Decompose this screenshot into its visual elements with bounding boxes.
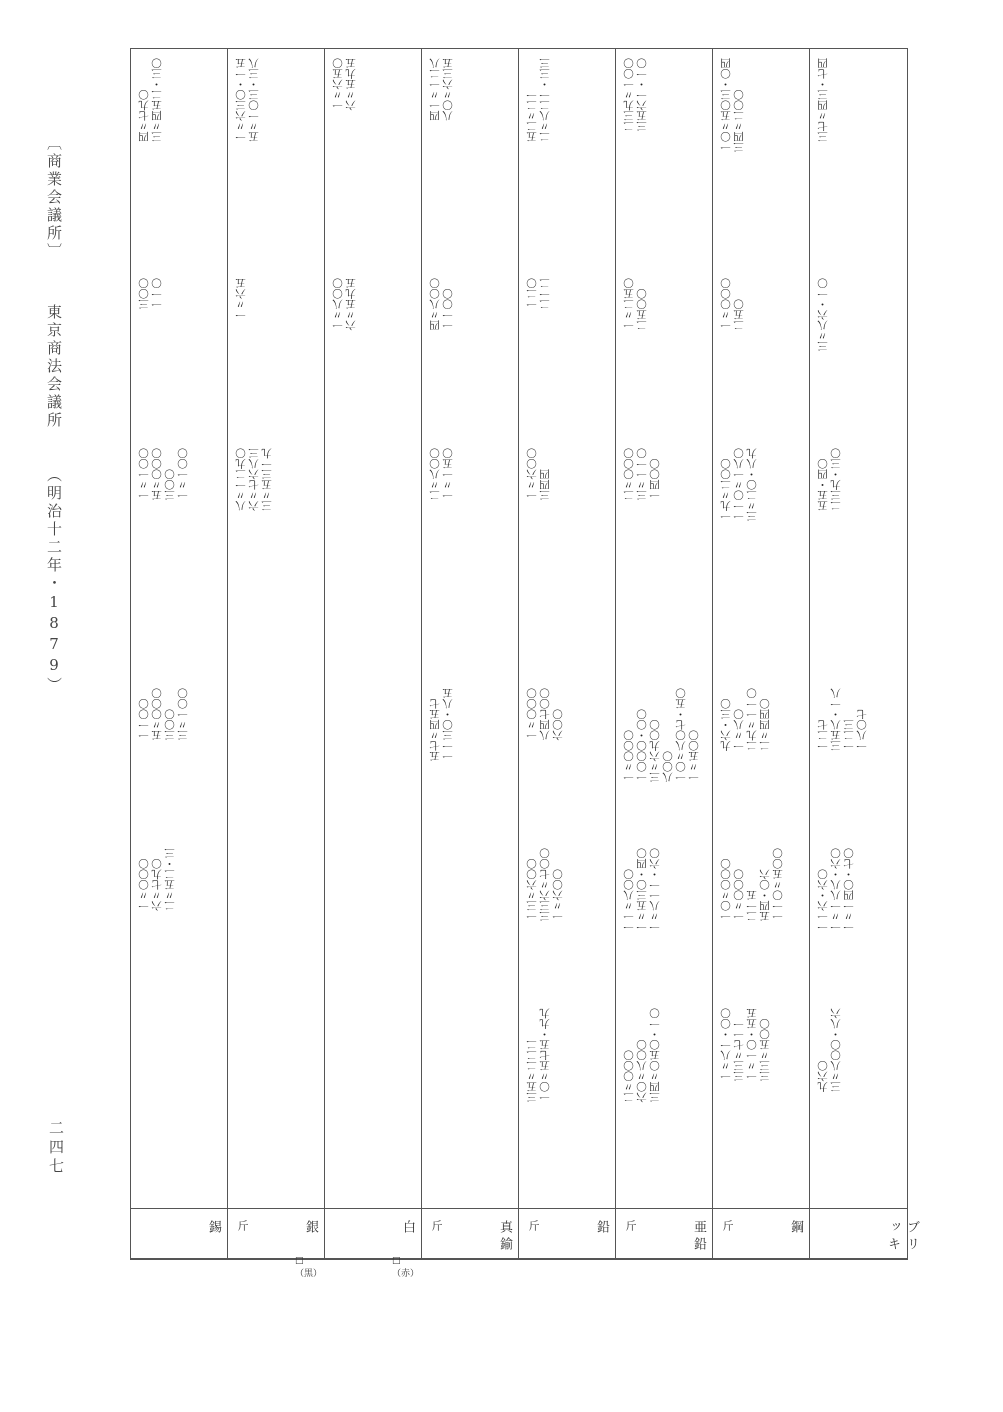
cell-value: 一〃八一一・六〇 <box>649 848 661 932</box>
table-cell <box>818 848 855 932</box>
table-cell <box>721 448 758 522</box>
table-cell <box>527 448 551 501</box>
cell-value: 八四七〇〇 <box>539 688 551 741</box>
table-cell <box>721 848 784 922</box>
cell-value: 一二七 <box>817 719 829 751</box>
table-cell <box>721 1008 771 1082</box>
cell-value: 一〇〃八〇七・五〇 <box>675 688 687 783</box>
cell-value: 一三〃六〇〇 <box>526 858 538 922</box>
cell-value: 一〃八〇〇 <box>332 278 344 331</box>
cell-value: 一〃六〇〇 <box>526 448 538 501</box>
cell-value: 三〃四五二・三〇 <box>151 58 163 142</box>
cell-value: 一〃六三〇・一五 <box>235 58 247 142</box>
cell-value: 一一〇〇 <box>442 288 454 331</box>
column-header-name: 亜鉛 <box>691 1220 706 1254</box>
cell-value: 三〃二〇・八九 <box>746 448 758 522</box>
cell-value: 一一〃八〇〇 <box>623 869 635 932</box>
cell-value: 六〇〃八〇〇 <box>636 1039 648 1103</box>
cell-value: 一〇〃〇〇〇 <box>720 858 732 922</box>
cell-value: 一〃一五〇 <box>442 448 454 501</box>
cell-value: 二一五 <box>746 890 758 922</box>
cell-value: 一一三〇・八五 <box>442 688 454 762</box>
cell-value: 八〇〇 <box>662 751 674 783</box>
cell-value: 一〃五〇〇 <box>688 730 700 783</box>
cell-value: 五四・〇六 <box>759 869 771 922</box>
table-cell <box>236 448 273 511</box>
table-cell <box>818 688 868 751</box>
table-cell <box>624 1008 661 1103</box>
table-cell <box>624 688 700 783</box>
column-header-unit: 斤 <box>624 1220 637 1231</box>
column-header-sub: □（黒） <box>295 1256 323 1279</box>
cell-value: 六〃五九五 <box>345 58 357 111</box>
cell-value: 一〃六五 <box>235 278 247 320</box>
table-column <box>519 48 616 1260</box>
cell-value: 一二三 <box>843 719 855 751</box>
cell-value: 三〇〇 <box>164 469 176 501</box>
cell-value: 五二〃二一 <box>526 89 538 142</box>
table-cell <box>721 688 771 751</box>
cell-value: 三〃五三一九 <box>261 448 273 511</box>
cell-value: 四〃八〇〇 <box>429 278 441 331</box>
cell-value: 一一〇〃一八〇 <box>733 448 745 522</box>
table-cell <box>333 278 357 331</box>
column-header-sub: □（赤） <box>392 1256 420 1279</box>
column-header-unit: 斤 <box>236 1220 249 1231</box>
cell-value: 一〃八〇 <box>733 709 745 751</box>
column-header-name: 鉛 <box>594 1220 609 1237</box>
cell-value: 六〇〇 <box>552 709 564 741</box>
cell-value: 五〃〇〇〇 <box>151 448 163 501</box>
cell-value: 三〃一〇〇 <box>177 688 189 741</box>
table-cell <box>430 278 454 331</box>
cell-value: 四一〃一二八 <box>429 58 441 121</box>
cell-value: 二五〇〇 <box>636 288 648 331</box>
cell-value: 三四〃〇五〇・一〇 <box>649 1008 661 1103</box>
cell-value: 一〃一八八・六〇 <box>830 848 842 932</box>
table-cell <box>624 58 648 132</box>
cell-value: 三三六〃七〇〇 <box>539 848 551 922</box>
cell-value: 一〃一四〇・七〇 <box>843 848 855 932</box>
column-header-name: ブリッキ <box>885 1220 919 1254</box>
cell-value: 一〃〇〇〇 <box>720 278 732 331</box>
cell-value: 九六〇 <box>817 1060 829 1092</box>
cell-value: 三〃八〇〇・八六 <box>830 1008 842 1092</box>
table-cell <box>624 278 648 331</box>
cell-value: 一〃〇〇〇 <box>138 858 150 911</box>
table-cell <box>818 448 842 511</box>
cell-value: 三五〃二二二 <box>526 1039 538 1103</box>
cell-value: 一九〃二〇〇 <box>720 458 732 522</box>
table-cell <box>818 58 829 142</box>
cell-value: 三七〃四三・七四 <box>817 58 829 142</box>
table-column <box>713 48 810 1260</box>
cell-value: 二〃〇〇〇 <box>623 448 635 501</box>
cell-value: 五〃一〇三・三八 <box>248 58 260 142</box>
table-cell <box>236 58 260 142</box>
column-header-name: 錫 <box>206 1220 221 1237</box>
table-cell <box>139 58 163 142</box>
table-cell <box>624 448 661 501</box>
table-column <box>131 48 228 1260</box>
cell-value: 一〃八一・〇〇 <box>720 1008 732 1082</box>
cell-value: 一一〇 <box>151 278 163 310</box>
document-title: 東京商法会議所 <box>45 304 63 430</box>
cell-value: 三五六一・一〇 <box>636 58 648 132</box>
cell-value: 三三〃七一一 <box>733 1018 745 1082</box>
cell-value: 一〃六〇〇 <box>552 869 564 922</box>
cell-value: 六〃七六八三 <box>248 448 260 511</box>
table-cell <box>236 278 247 320</box>
cell-value: 一〇〇〇・〇〇 <box>636 709 648 783</box>
cell-value: 一〇〃五〇三・〇四 <box>720 58 732 153</box>
cell-value: 三〃一一〇 <box>636 448 648 501</box>
table-cell <box>721 58 745 153</box>
cell-value: 一八〇七 <box>856 709 868 751</box>
cell-value: 二五〇 <box>733 299 745 331</box>
cell-value: 六〃五九五 <box>345 278 357 331</box>
table-column <box>325 48 422 1279</box>
cell-value: 二〃四四〇 <box>759 698 771 751</box>
column-header-name: 白 <box>400 1220 415 1237</box>
era-label: （明治十二年・1879） <box>45 467 63 695</box>
table-cell <box>527 688 564 741</box>
cell-value: 二〃〇〇〇 <box>623 1050 635 1103</box>
table-cell <box>430 448 454 501</box>
table-cell <box>527 278 551 310</box>
cell-value: 一〃五三〇・四〇 <box>636 848 648 932</box>
column-header-unit: 斤 <box>430 1220 443 1231</box>
cell-value: 一〃二五〇 <box>623 278 635 331</box>
cell-value: 六〃七九〇 <box>151 858 163 911</box>
cell-value: 一〃一〇〇 <box>177 448 189 501</box>
table-cell <box>139 688 189 741</box>
cell-value: 三〇〇 <box>164 709 176 741</box>
cell-value: 一一六・六〇 <box>817 869 829 932</box>
cell-value: 二〃五二・三 <box>164 848 176 911</box>
cell-value: 三〃八六・一〇 <box>817 278 829 352</box>
source-label: 〔商業会議所〕 <box>45 135 63 261</box>
table-column <box>228 48 325 1279</box>
table-cell <box>430 58 454 121</box>
cell-value: 一四〇〇 <box>649 458 661 501</box>
cell-value: 一〇〃五七五・九九 <box>539 1008 551 1103</box>
column-rule <box>907 48 908 1260</box>
cell-value: 一一〇〇 <box>138 698 150 741</box>
table-cell <box>139 448 189 501</box>
cell-value: 五七〃四五七 <box>429 698 441 762</box>
table-cell <box>527 1008 551 1103</box>
column-header-unit: 斤 <box>721 1220 734 1231</box>
cell-value: 一〃〇〇〇 <box>526 688 538 741</box>
table-cell <box>139 848 176 911</box>
table-column <box>422 48 519 1260</box>
table-cell <box>624 848 661 932</box>
cell-value: 一〃一〇・五五 <box>746 1008 758 1082</box>
cell-value: 五〃〇〇〇 <box>151 688 163 741</box>
data-table <box>130 48 919 1279</box>
cell-value: 八〇〃六三五 <box>442 58 454 121</box>
cell-value: 二九〃一一〇 <box>746 688 758 751</box>
cell-value: 二三九・三〇 <box>830 448 842 511</box>
cell-value: 二〃八〇〇 <box>429 448 441 501</box>
cell-value: 一〃六五〇 <box>332 58 344 111</box>
table-cell <box>527 58 551 142</box>
cell-value: 五五・四〇 <box>817 458 829 511</box>
cell-value: 三〇〇 <box>138 278 150 310</box>
table-cell <box>139 278 163 310</box>
column-header-name: 真鍮 <box>497 1220 512 1254</box>
table-cell <box>721 278 745 331</box>
column-header-unit: 斤 <box>527 1220 540 1231</box>
cell-value: 一〃〇〇〇 <box>733 869 745 922</box>
cell-value: 三〃六九〇〇 <box>649 719 661 783</box>
cell-value: 三四〃二〇〇 <box>733 89 745 153</box>
cell-value: 九六・三〇 <box>720 698 732 751</box>
column-header-name: 銀 <box>303 1220 318 1237</box>
table-cell <box>818 1008 842 1092</box>
table-column <box>810 48 919 1260</box>
cell-value: 三五八・一八 <box>830 688 842 751</box>
table-cell <box>333 58 357 111</box>
cell-value: 一一〇〃五〇〇 <box>772 848 784 922</box>
table-cell <box>527 848 564 922</box>
table-cell <box>430 688 454 762</box>
cell-value: 三三〃五〇〇 <box>759 1018 771 1082</box>
side-header <box>44 135 65 695</box>
cell-value: 一〃一〇〇 <box>138 448 150 501</box>
cell-value: 三四四 <box>539 469 551 501</box>
cell-value: 八〃一二九〇 <box>235 448 247 511</box>
cell-value: 一〃〇〇〇 <box>623 730 635 783</box>
cell-value: 四〃七九〇 <box>138 89 150 142</box>
cell-value: 一二〇 <box>526 278 538 310</box>
cell-value: 二三九〃一〇〇 <box>623 58 635 132</box>
cell-value: 二〃八二一・三三 <box>539 58 551 142</box>
cell-value: 二一二 <box>539 278 551 310</box>
column-header-name: 鋼 <box>788 1220 803 1237</box>
table-column <box>616 48 713 1260</box>
table-cell <box>818 278 829 352</box>
page-number: 二四七 <box>47 1120 65 1177</box>
